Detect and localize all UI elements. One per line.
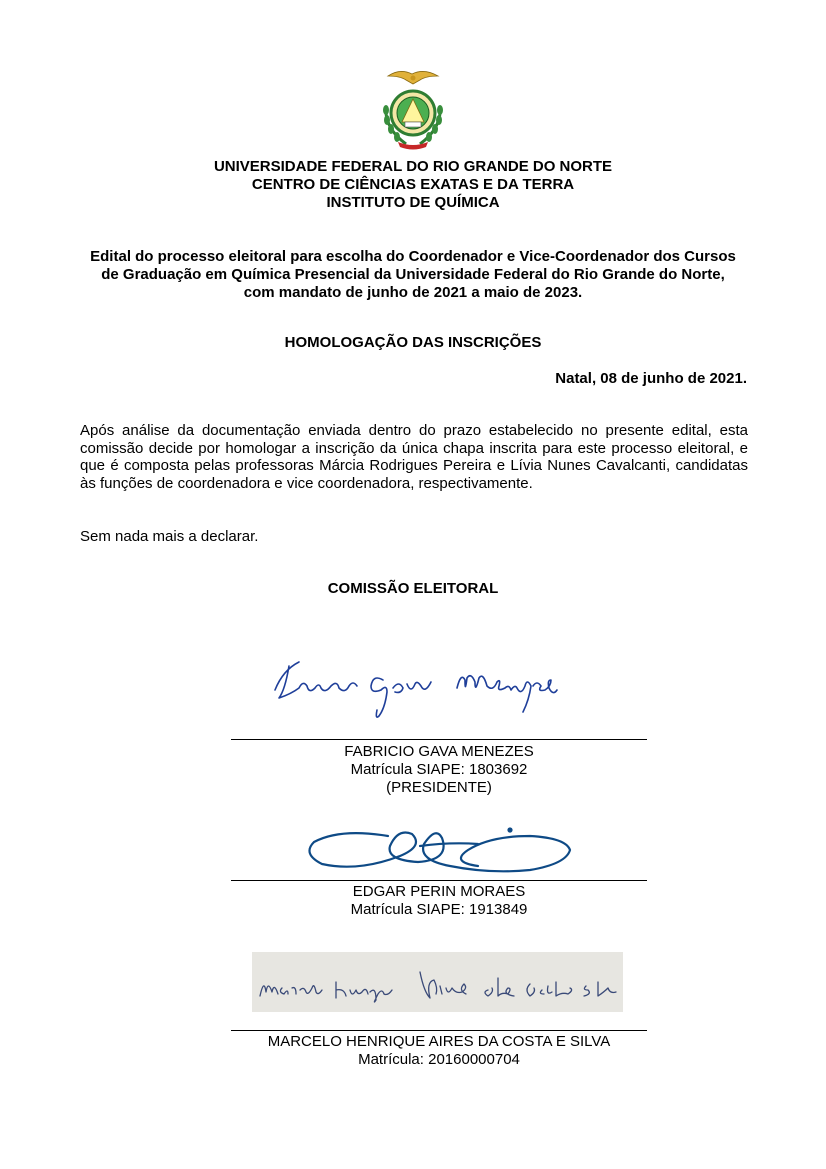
center-name: CENTRO DE CIÊNCIAS EXATAS E DA TERRA	[251, 176, 575, 193]
signature-edgar	[300, 820, 575, 878]
signature-fabricio	[265, 650, 565, 725]
signatory-2-id: Matrícula SIAPE: 1913849	[350, 901, 528, 918]
signatory-1-id: Matrícula SIAPE: 1803692	[350, 761, 528, 778]
signature-line-3	[231, 1030, 647, 1031]
edital-title-line-1: Edital do processo eleitoral para escolha do Coordenador e Vice-Coordenador dos Cursos	[90, 248, 736, 265]
body-paragraph: Após análise da documentação enviada dentro do prazo estabelecido no presente edital, esta comissão decide por homologar a inscrição da única chapa inscrita para este processo eleitoral, e que é composta pelas professoras Márcia Rodrigues Pereira e Lívia Nunes Cavalcanti, candidatas às funções de coordenadora e vice coordenadora, respectivamente.	[80, 422, 748, 492]
place-date: Natal, 08 de junho de 2021.	[555, 370, 747, 387]
signature-marcelo	[252, 952, 623, 1012]
university-name: UNIVERSIDADE FEDERAL DO RIO GRANDE DO NORTE	[213, 158, 613, 175]
commission-title: COMISSÃO ELEITORAL	[327, 580, 499, 597]
signatory-3-name: MARCELO HENRIQUE AIRES DA COSTA E SILVA	[267, 1033, 611, 1050]
signatory-1-name: FABRICIO GAVA MENEZES	[344, 743, 534, 760]
signatory-3-id: Matrícula: 20160000704	[358, 1051, 520, 1068]
signatory-2-name: EDGAR PERIN MORAES	[352, 883, 526, 900]
signatory-1-role: (PRESIDENTE)	[386, 779, 492, 796]
edital-title-line-3: com mandato de junho de 2021 a maio de 2023.	[243, 284, 583, 301]
signature-line-1	[231, 739, 647, 740]
closing-statement: Sem nada mais a declarar.	[80, 528, 259, 545]
edital-title-line-2: de Graduação em Química Presencial da Universidade Federal do Rio Grande do Norte,	[101, 266, 725, 283]
university-emblem	[376, 66, 450, 150]
signature-line-2	[231, 880, 647, 881]
section-title: HOMOLOGAÇÃO DAS INSCRIÇÕES	[284, 334, 542, 351]
institute-name: INSTITUTO DE QUÍMICA	[326, 194, 500, 211]
